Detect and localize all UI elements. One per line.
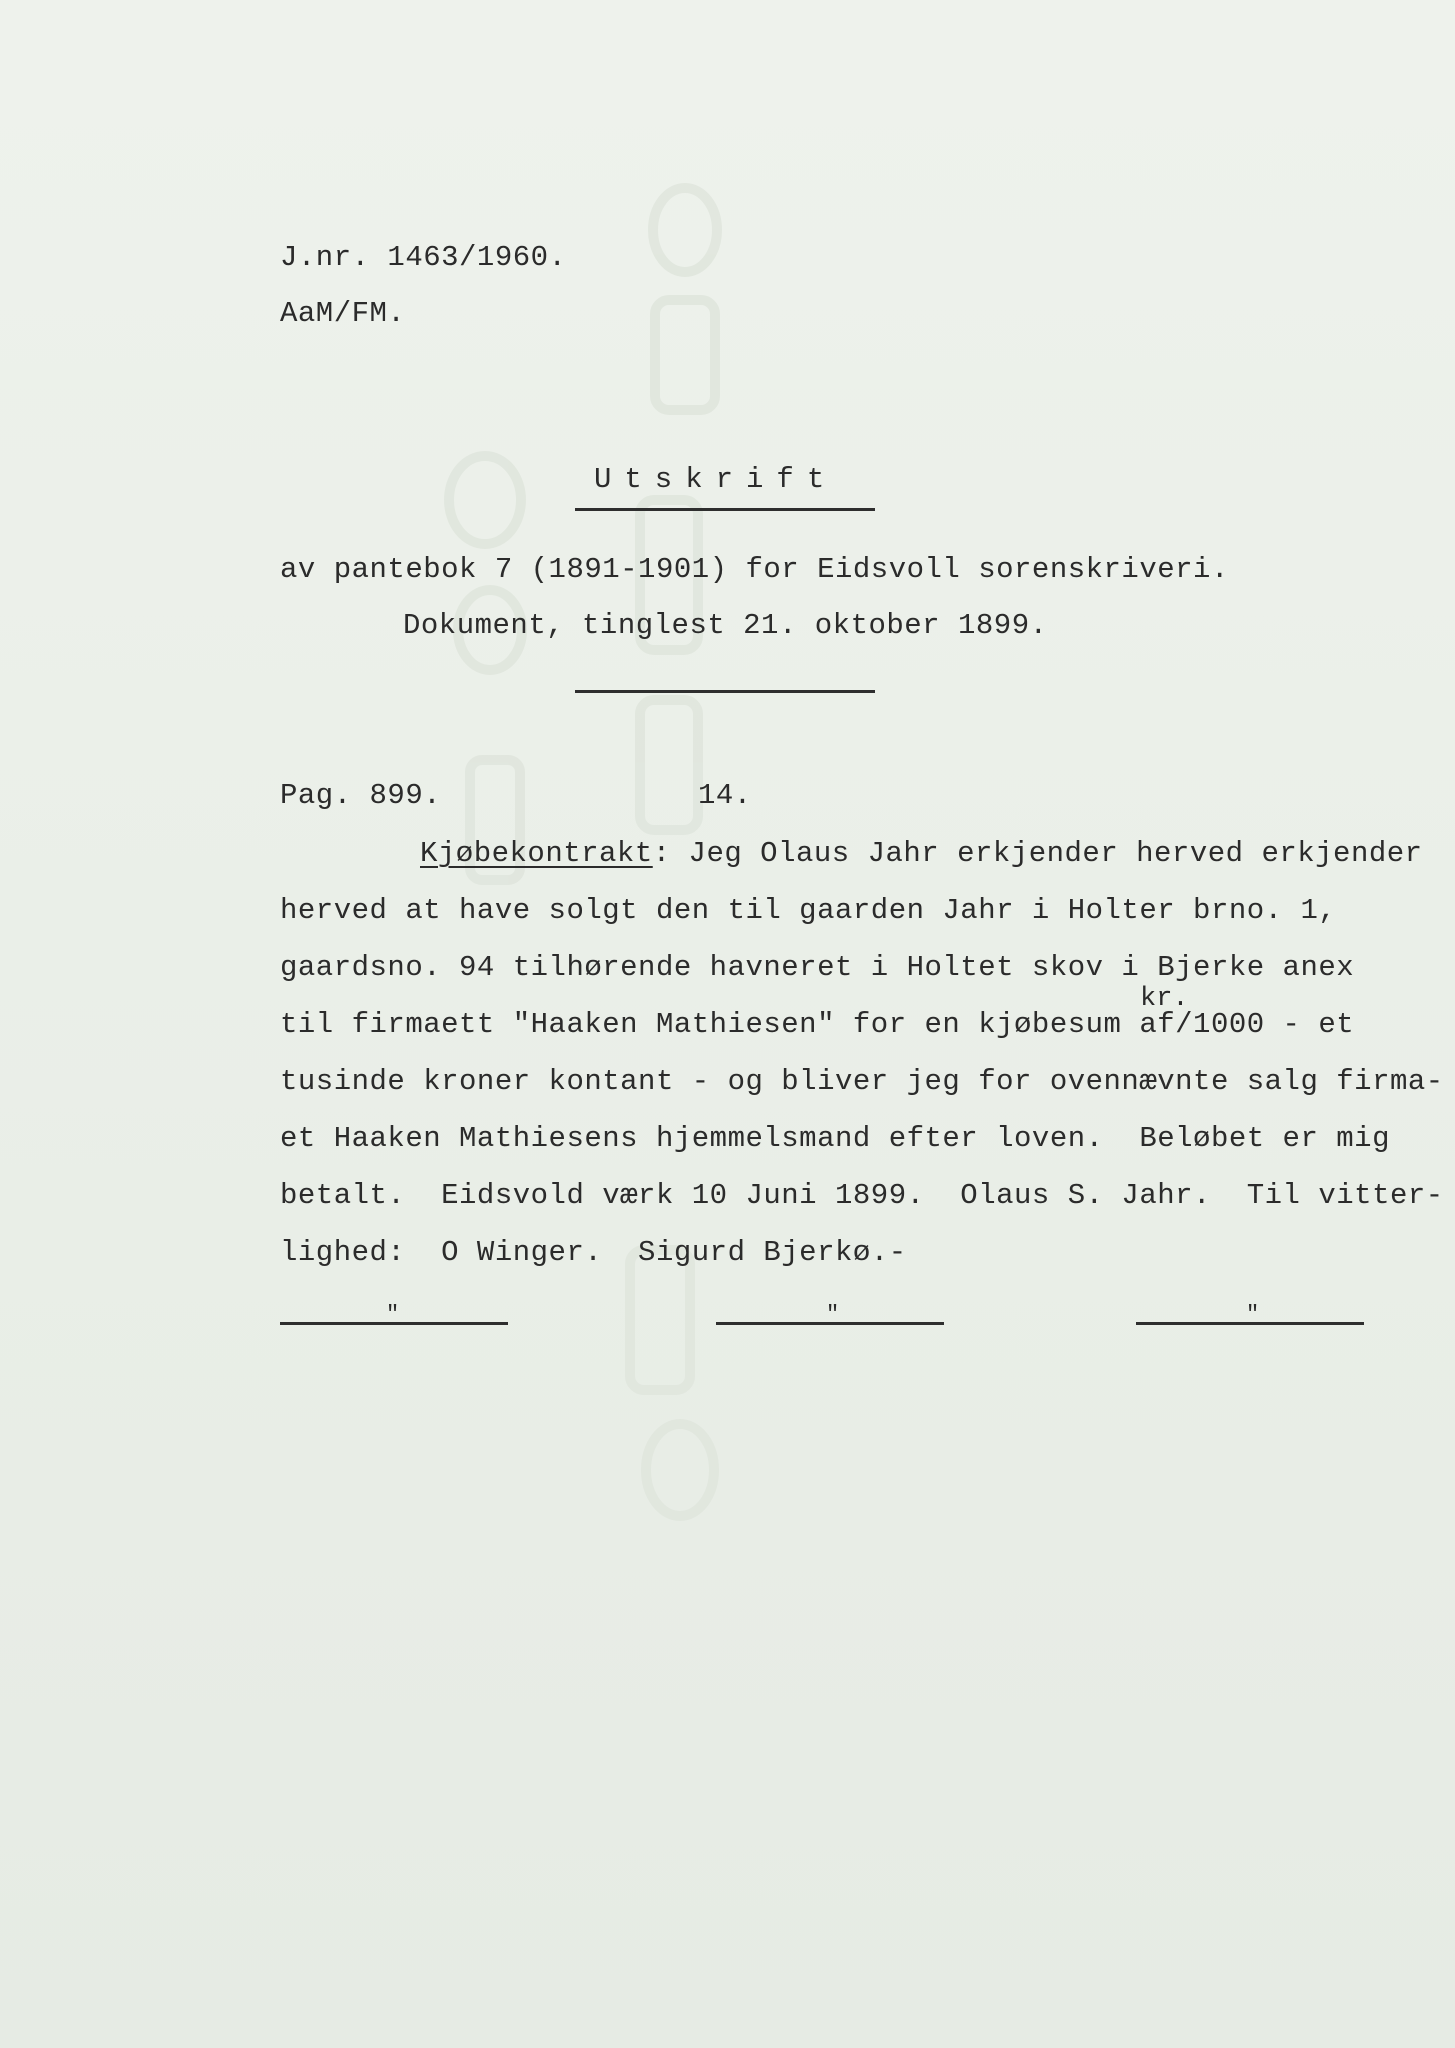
body-line-8: lighed: O Winger. Sigurd Bjerkø.- — [280, 1236, 907, 1269]
initials: AaM/FM. — [280, 297, 406, 330]
document-title: Utskrift — [594, 463, 838, 496]
body-line-4: til firmaett "Haaken Mathiesen" for en kjøbesum af/1000 - et — [280, 1008, 1355, 1041]
entry-number: 14. — [698, 779, 752, 812]
contract-heading: Kjøbekontrakt — [420, 837, 653, 870]
body-line-6: et Haaken Mathiesens hjemmelsmand efter loven. Beløbet er mig — [280, 1122, 1390, 1155]
title-underline — [575, 508, 875, 511]
body-line-7: betalt. Eidsvold værk 10 Juni 1899. Olaus S. Jahr. Til vitter- — [280, 1179, 1444, 1212]
source-line: av pantebok 7 (1891-1901) for Eidsvoll sorenskriveri. — [280, 553, 1229, 586]
registration-line: Dokument, tinglest 21. oktober 1899. — [403, 609, 1048, 642]
body-line-2: herved at have solgt den til gaarden Jahr i Holter brno. 1, — [280, 894, 1337, 927]
ditto-mark-center: " — [826, 1302, 840, 1327]
body-line-3: gaardsno. 94 tilhørende havneret i Holtet skov i Bjerke anex — [280, 951, 1355, 984]
body-line-1 — [420, 836, 1423, 872]
section-divider — [575, 690, 875, 693]
journal-number: J.nr. 1463/1960. — [280, 241, 567, 274]
body-line-1-text: : Jeg Olaus Jahr erkjender herved erkjender — [652, 837, 1423, 870]
body-line-5: tusinde kroner kontant - og bliver jeg for ovennævnte salg firma- — [280, 1065, 1444, 1098]
ditto-mark-left: " — [386, 1302, 400, 1327]
ditto-mark-right: " — [1246, 1302, 1260, 1327]
amount-annotation: kr. — [1140, 984, 1189, 1014]
page-reference: Pag. 899. — [280, 779, 442, 812]
